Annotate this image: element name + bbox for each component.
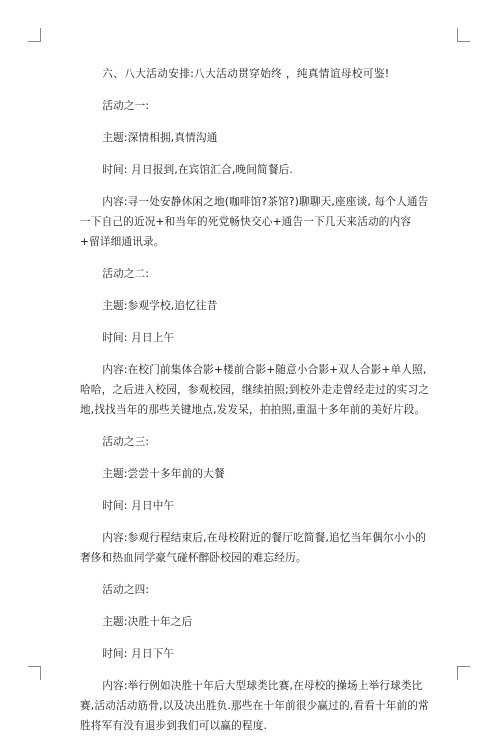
activity-2-theme: 主题:参观学校,追忆往昔 <box>102 300 218 312</box>
activity-2-label: 活动之二: <box>102 268 150 280</box>
activity-3-theme: 主题:尝尝十多年前的大餐 <box>102 468 225 480</box>
activity-3-time: 时间: 月日中午 <box>102 500 175 512</box>
activity-3-label: 活动之三: <box>102 436 150 448</box>
activity-1-content: 内容:寻一处安静休闲之地(咖啡馆?茶馆?)聊聊天,座座谈, 每个人通告一下自己的近况+和当年的死党畅快交心+通告一下几天来活动的内容+留详细通讯录。 <box>80 196 429 248</box>
activity-2-content: 内容:在校门前集体合影+楼前合影+随意小合影+双人合影+单人照,哈哈，之后进入校园，参观校园，继续拍照;到校外走走曾经走过的实习之地,找找当年的那些关键地点,发发呆，拍拍照,重温十多年前的美好片段。 <box>80 364 430 416</box>
document-body <box>80 64 430 748</box>
section-heading: 六、八大活动安排:八大活动贯穿始终 ，纯真情谊母校可鉴! <box>102 68 390 80</box>
activity-4-theme: 主题:决胜十年之后 <box>102 616 193 628</box>
activity-1-label: 活动之一: <box>102 100 150 112</box>
activity-4-label: 活动之四: <box>102 584 150 596</box>
activity-3-content: 内容:参观行程结束后,在母校附近的餐厅吃简餐,追忆当年偶尔小小的奢侈和热血同学豪气碰杯醉卧校园的难忘经历。 <box>80 532 427 564</box>
activity-1-time: 时间: 月日报到,在宾馆汇合,晚间简餐后. <box>102 164 293 176</box>
activity-1-theme: 主题:深情相拥,真情沟通 <box>102 132 218 144</box>
activity-4-content: 内容:举行例如决胜十年后大型球类比赛,在母校的操场上举行球类比赛,活动活动筋骨,以及决出胜负.那些在十年前很少赢过的,看看十年前的常胜将军有没有退步到我们可以赢的程度. <box>80 680 429 732</box>
activity-4-time: 时间: 月日下午 <box>102 648 175 660</box>
activity-2-time: 时间: 月日上午 <box>102 332 175 344</box>
